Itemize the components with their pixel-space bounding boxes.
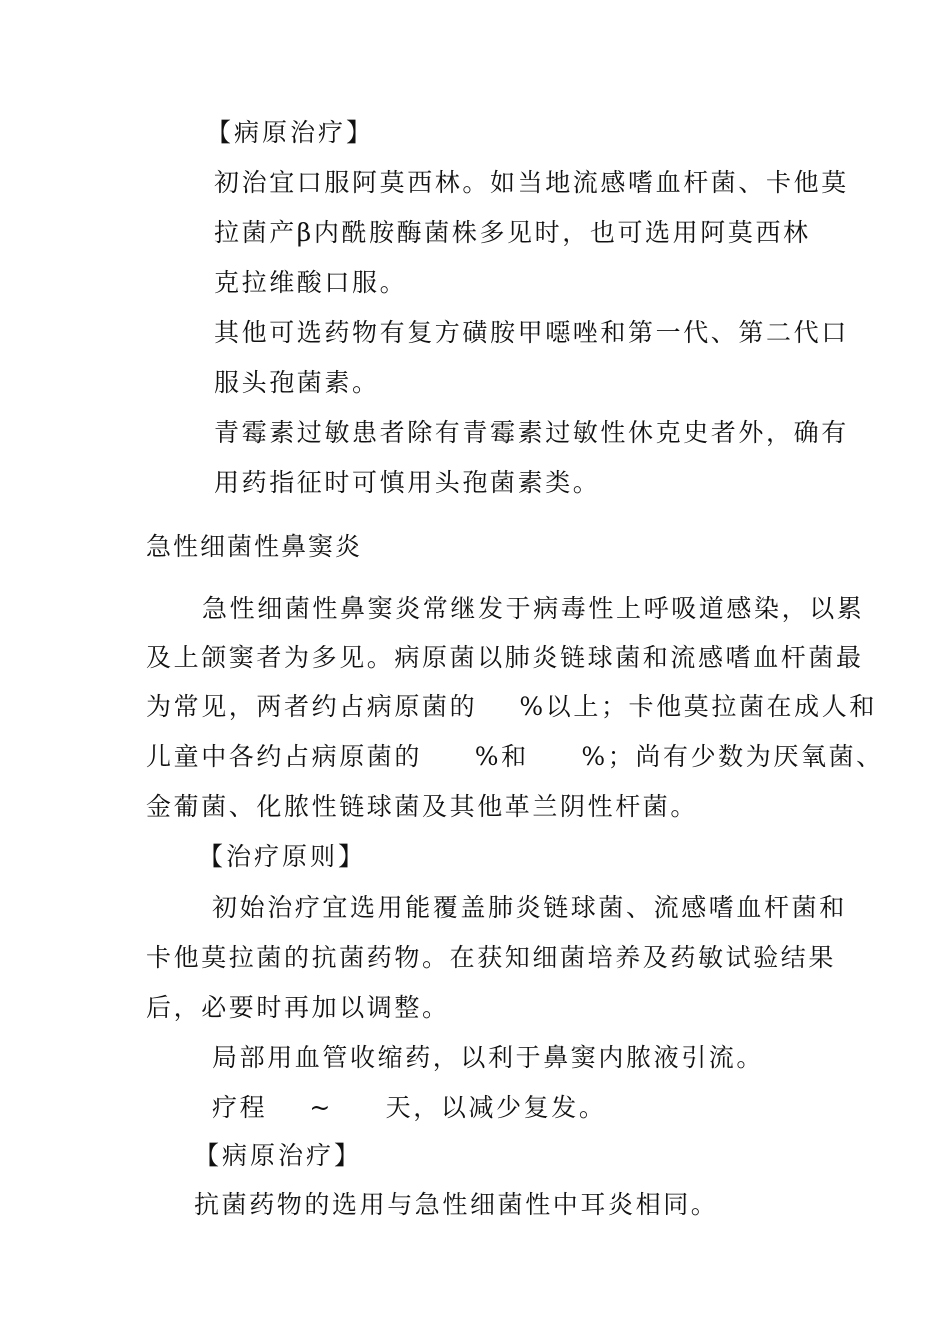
section-title: 急性细菌性鼻窦炎 (146, 532, 363, 561)
paragraph-line: 服头孢菌素。 (214, 368, 380, 397)
paragraph-line: 儿童中各约占病原菌的 %和 %；尚有少数为厌氧菌、 (146, 742, 884, 771)
paragraph-line: 拉菌产β内酰胺酶菌株多见时，也可选用阿莫西林 (214, 218, 811, 247)
paragraph-line: 金葡菌、化脓性链球菌及其他革兰阴性杆菌。 (146, 792, 699, 821)
paragraph-line: 其他可选药物有复方磺胺甲噁唑和第一代、第二代口 (214, 318, 849, 347)
paragraph-line: 青霉素过敏患者除有青霉素过敏性休克史者外，确有 (214, 418, 849, 447)
paragraph-line: 初始治疗宜选用能覆盖肺炎链球菌、流感嗜血杆菌和 (212, 893, 847, 922)
paragraph-line: 克拉维酸口服。 (214, 268, 408, 297)
pathogen-treatment-heading-2: 【病原治疗】 (194, 1141, 363, 1170)
paragraph-line: 急性细菌性鼻窦炎常继发于病毒性上呼吸道感染，以累 (202, 594, 865, 623)
paragraph-line: 局部用血管收缩药，以利于鼻窦内脓液引流。 (212, 1043, 765, 1072)
paragraph-line: 卡他莫拉菌的抗菌药物。在获知细菌培养及药敏试验结果 (146, 943, 837, 972)
paragraph-line: 抗菌药物的选用与急性细菌性中耳炎相同。 (194, 1190, 719, 1219)
pathogen-treatment-heading-1: 【病原治疗】 (206, 118, 375, 147)
paragraph-line: 疗程 ~ 天，以减少复发。 (212, 1093, 607, 1122)
paragraph-line: 后，必要时再加以调整。 (146, 993, 450, 1022)
paragraph-line: 用药指征时可慎用头孢菌素类。 (214, 468, 601, 497)
paragraph-line: 初治宜口服阿莫西林。如当地流感嗜血杆菌、卡他莫 (214, 168, 849, 197)
paragraph-line: 及上颌窦者为多见。病原菌以肺炎链球菌和流感嗜血杆菌最 (146, 643, 864, 672)
paragraph-line: 为常见，两者约占病原菌的 %以上；卡他莫拉菌在成人和 (146, 692, 877, 721)
treatment-principle-heading: 【治疗原则】 (198, 842, 367, 871)
